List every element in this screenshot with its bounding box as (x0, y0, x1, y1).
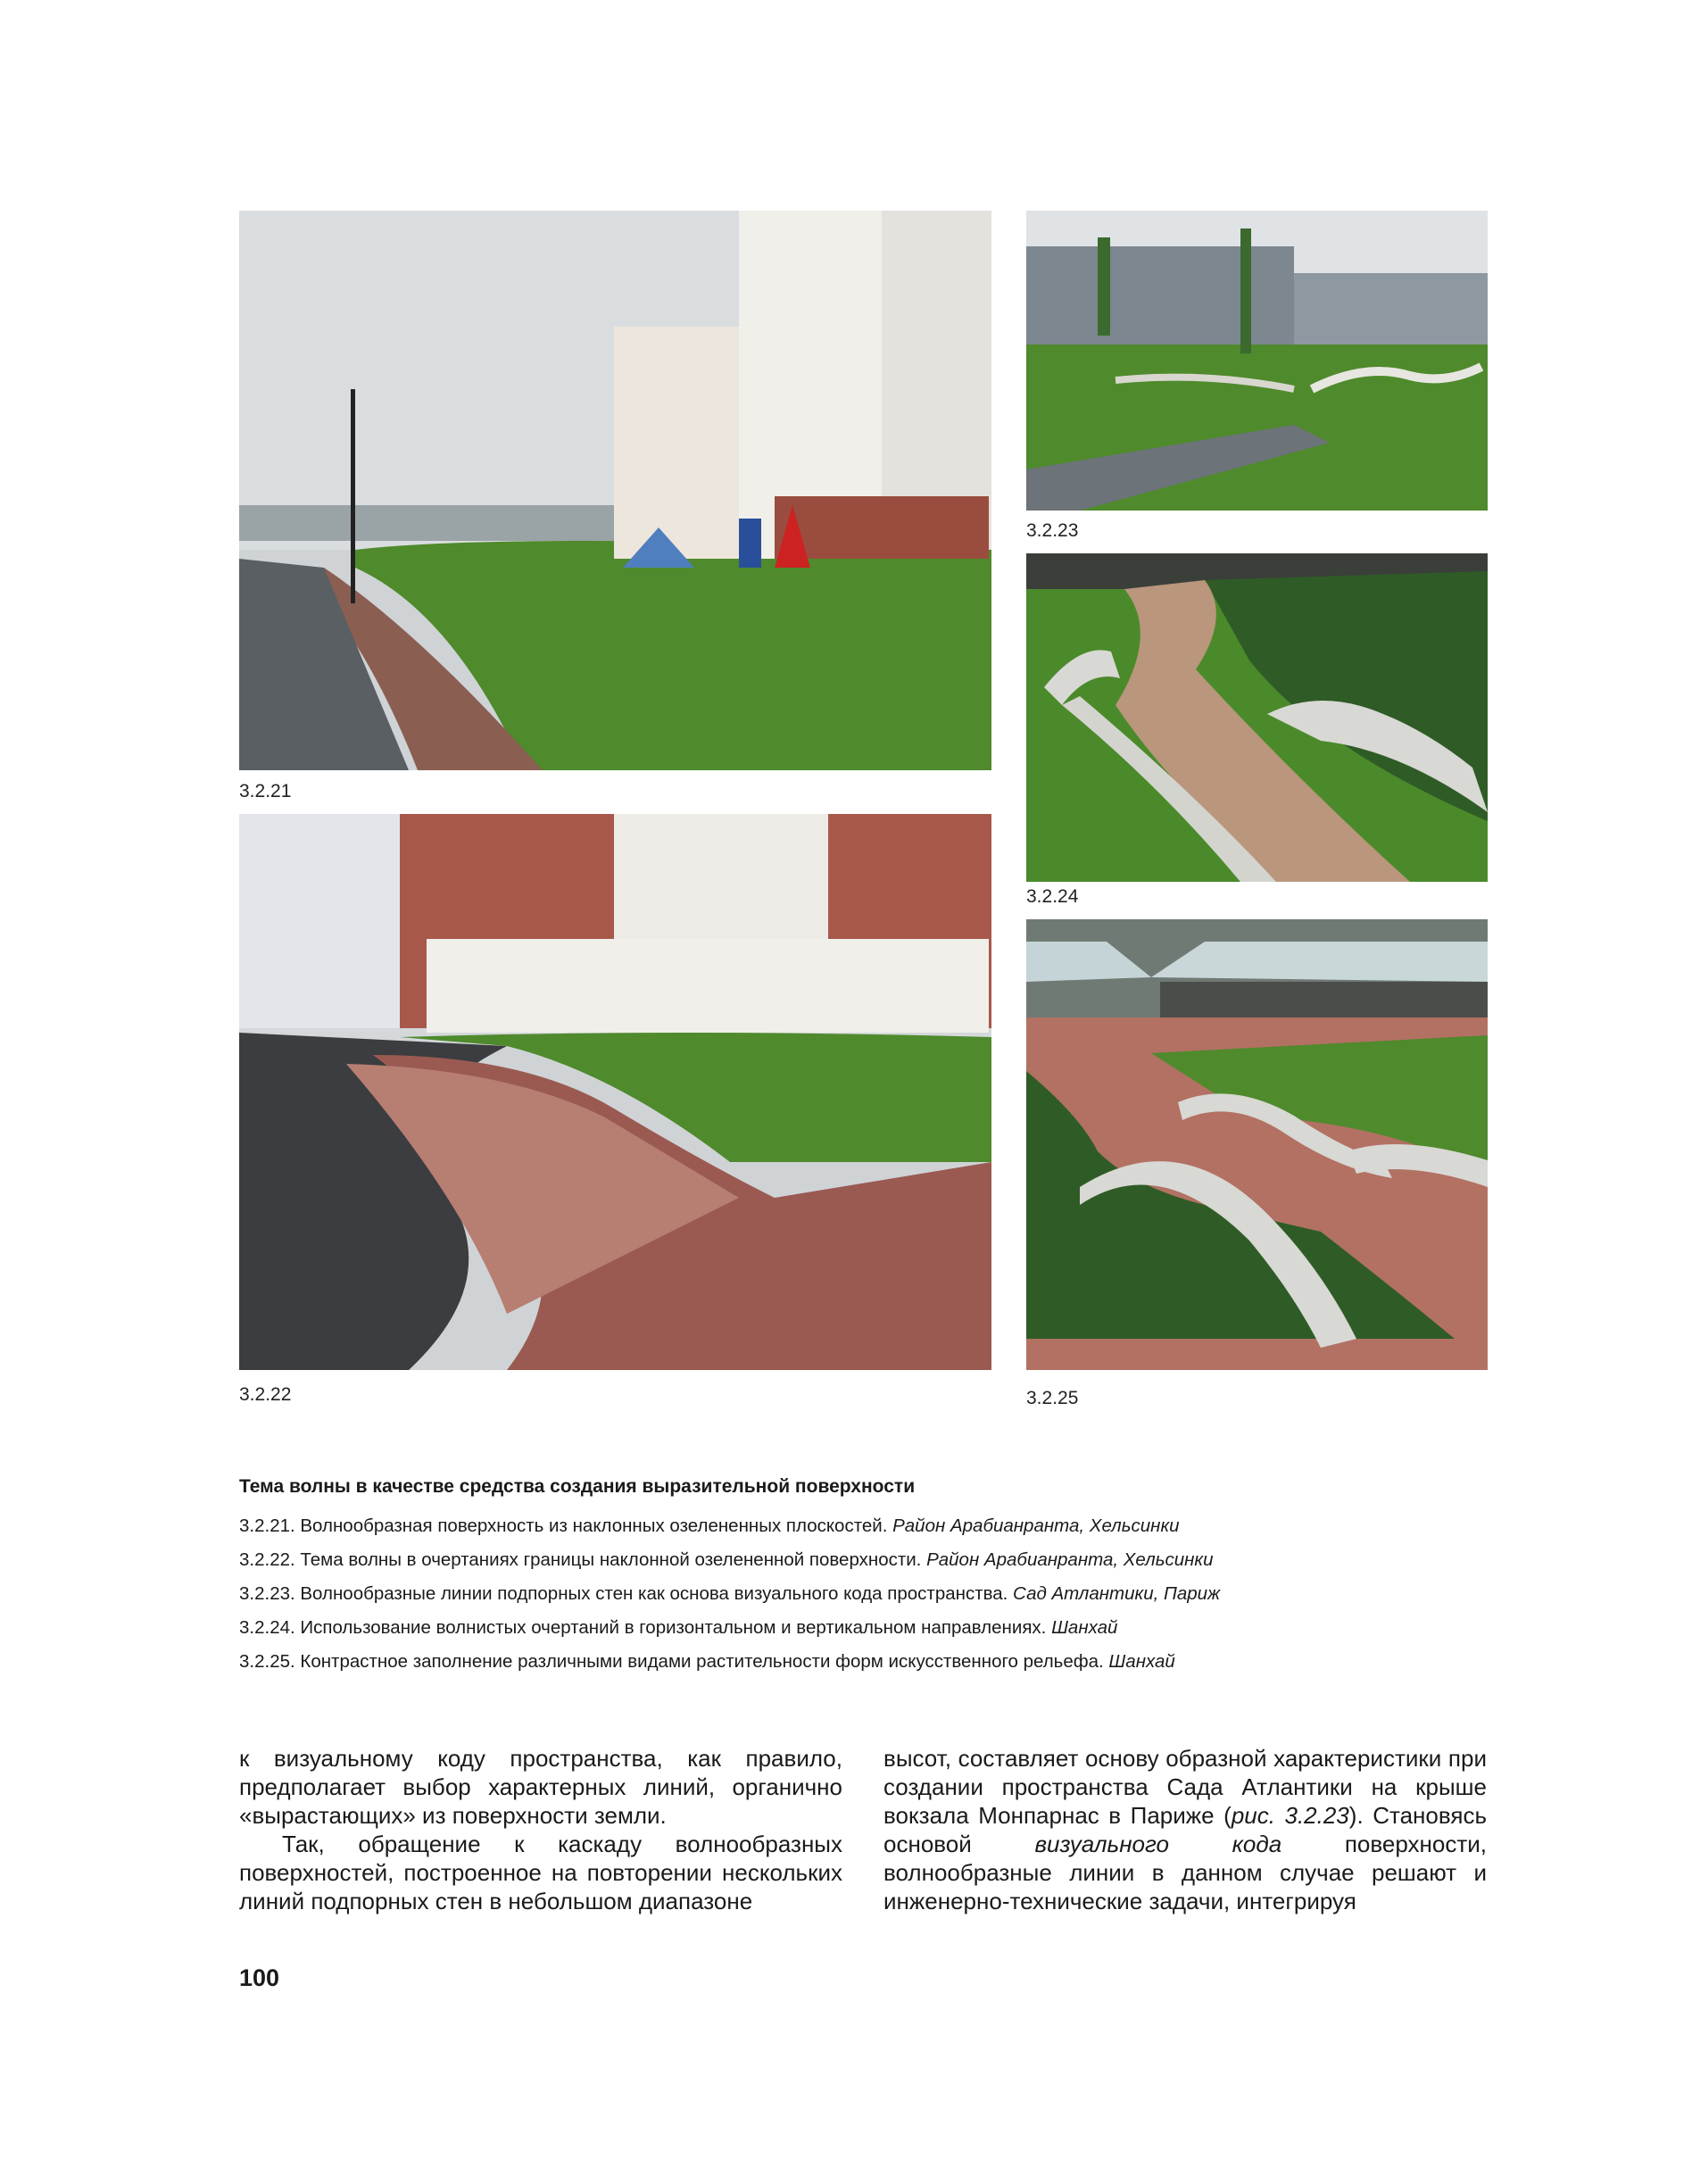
caption-place: Шанхай (1108, 1651, 1175, 1672)
figure-label: 3.2.23 (1026, 520, 1079, 541)
photo-3-2-24 (1026, 553, 1488, 882)
caption-place: Сад Атлантики, Париж (1013, 1583, 1221, 1604)
body-column-left (239, 1744, 842, 1915)
body-paragraph (883, 1744, 1487, 1915)
caption-line (239, 1617, 1489, 1639)
body-text: ). Становясь основой (883, 1802, 1488, 1857)
figure-caption-block (239, 1476, 1489, 1685)
body-paragraph: Так, обращение к каскаду волнообразных поверхностей, построенное на повторении нескольких линий подпорных стен в небольшом диапазоне (239, 1831, 842, 1914)
caption-heading: Тема волны в качестве средства создания выразительной поверхности (239, 1476, 916, 1497)
caption-text: 3.2.23. Волнообразные линии подпорных стен как основа визуального кода пространства. (239, 1583, 1014, 1604)
caption-line (239, 1583, 1489, 1605)
caption-line (239, 1651, 1489, 1673)
figure-reference: рис. 3.2.23 (1231, 1802, 1349, 1829)
body-paragraph: к визуальному коду пространства, как правило, предполагает выбор характерных линий, органично «вырастающих» из поверхности земли. (239, 1745, 842, 1829)
body-column-right (883, 1744, 1487, 1915)
photo-3-2-21 (239, 211, 991, 770)
emphasis-text: визуального кода (1034, 1831, 1282, 1857)
caption-place: Шанхай (1051, 1617, 1118, 1638)
photo-3-2-25 (1026, 919, 1488, 1370)
caption-text: 3.2.25. Контрастное заполнение различными видами растительности форм искусственного рельефа. (239, 1651, 1109, 1672)
caption-text: 3.2.22. Тема волны в очертаниях границы наклонной озелененной поверхности. (239, 1549, 927, 1570)
caption-line (239, 1549, 1489, 1571)
photo-3-2-22 (239, 814, 991, 1370)
caption-place: Район Арабианранта, Хельсинки (892, 1516, 1180, 1536)
caption-line (239, 1516, 1489, 1537)
photo-3-2-23 (1026, 211, 1488, 511)
figure-label: 3.2.25 (1026, 1388, 1079, 1408)
figure-label: 3.2.21 (239, 781, 292, 801)
body-text: высот, составляет основу образной характеристики при создании пространства Сада Атлантики на крыше вокзала Монпарнас в Париже ( (883, 1745, 1487, 1829)
body-text: поверхности, волнообразные линии в данном случае решают и инженерно-технические задачи, интегрируя (883, 1831, 1487, 1914)
page-number: 100 (239, 1964, 280, 1991)
figure-label: 3.2.24 (1026, 886, 1079, 907)
caption-text: 3.2.21. Волнообразная поверхность из наклонных озелененных плоскостей. (239, 1516, 893, 1536)
caption-text: 3.2.24. Использование волнистых очертаний в горизонтальном и вертикальном направлениях. (239, 1617, 1052, 1638)
caption-place: Район Арабианранта, Хельсинки (926, 1549, 1214, 1570)
figure-label: 3.2.22 (239, 1384, 292, 1405)
